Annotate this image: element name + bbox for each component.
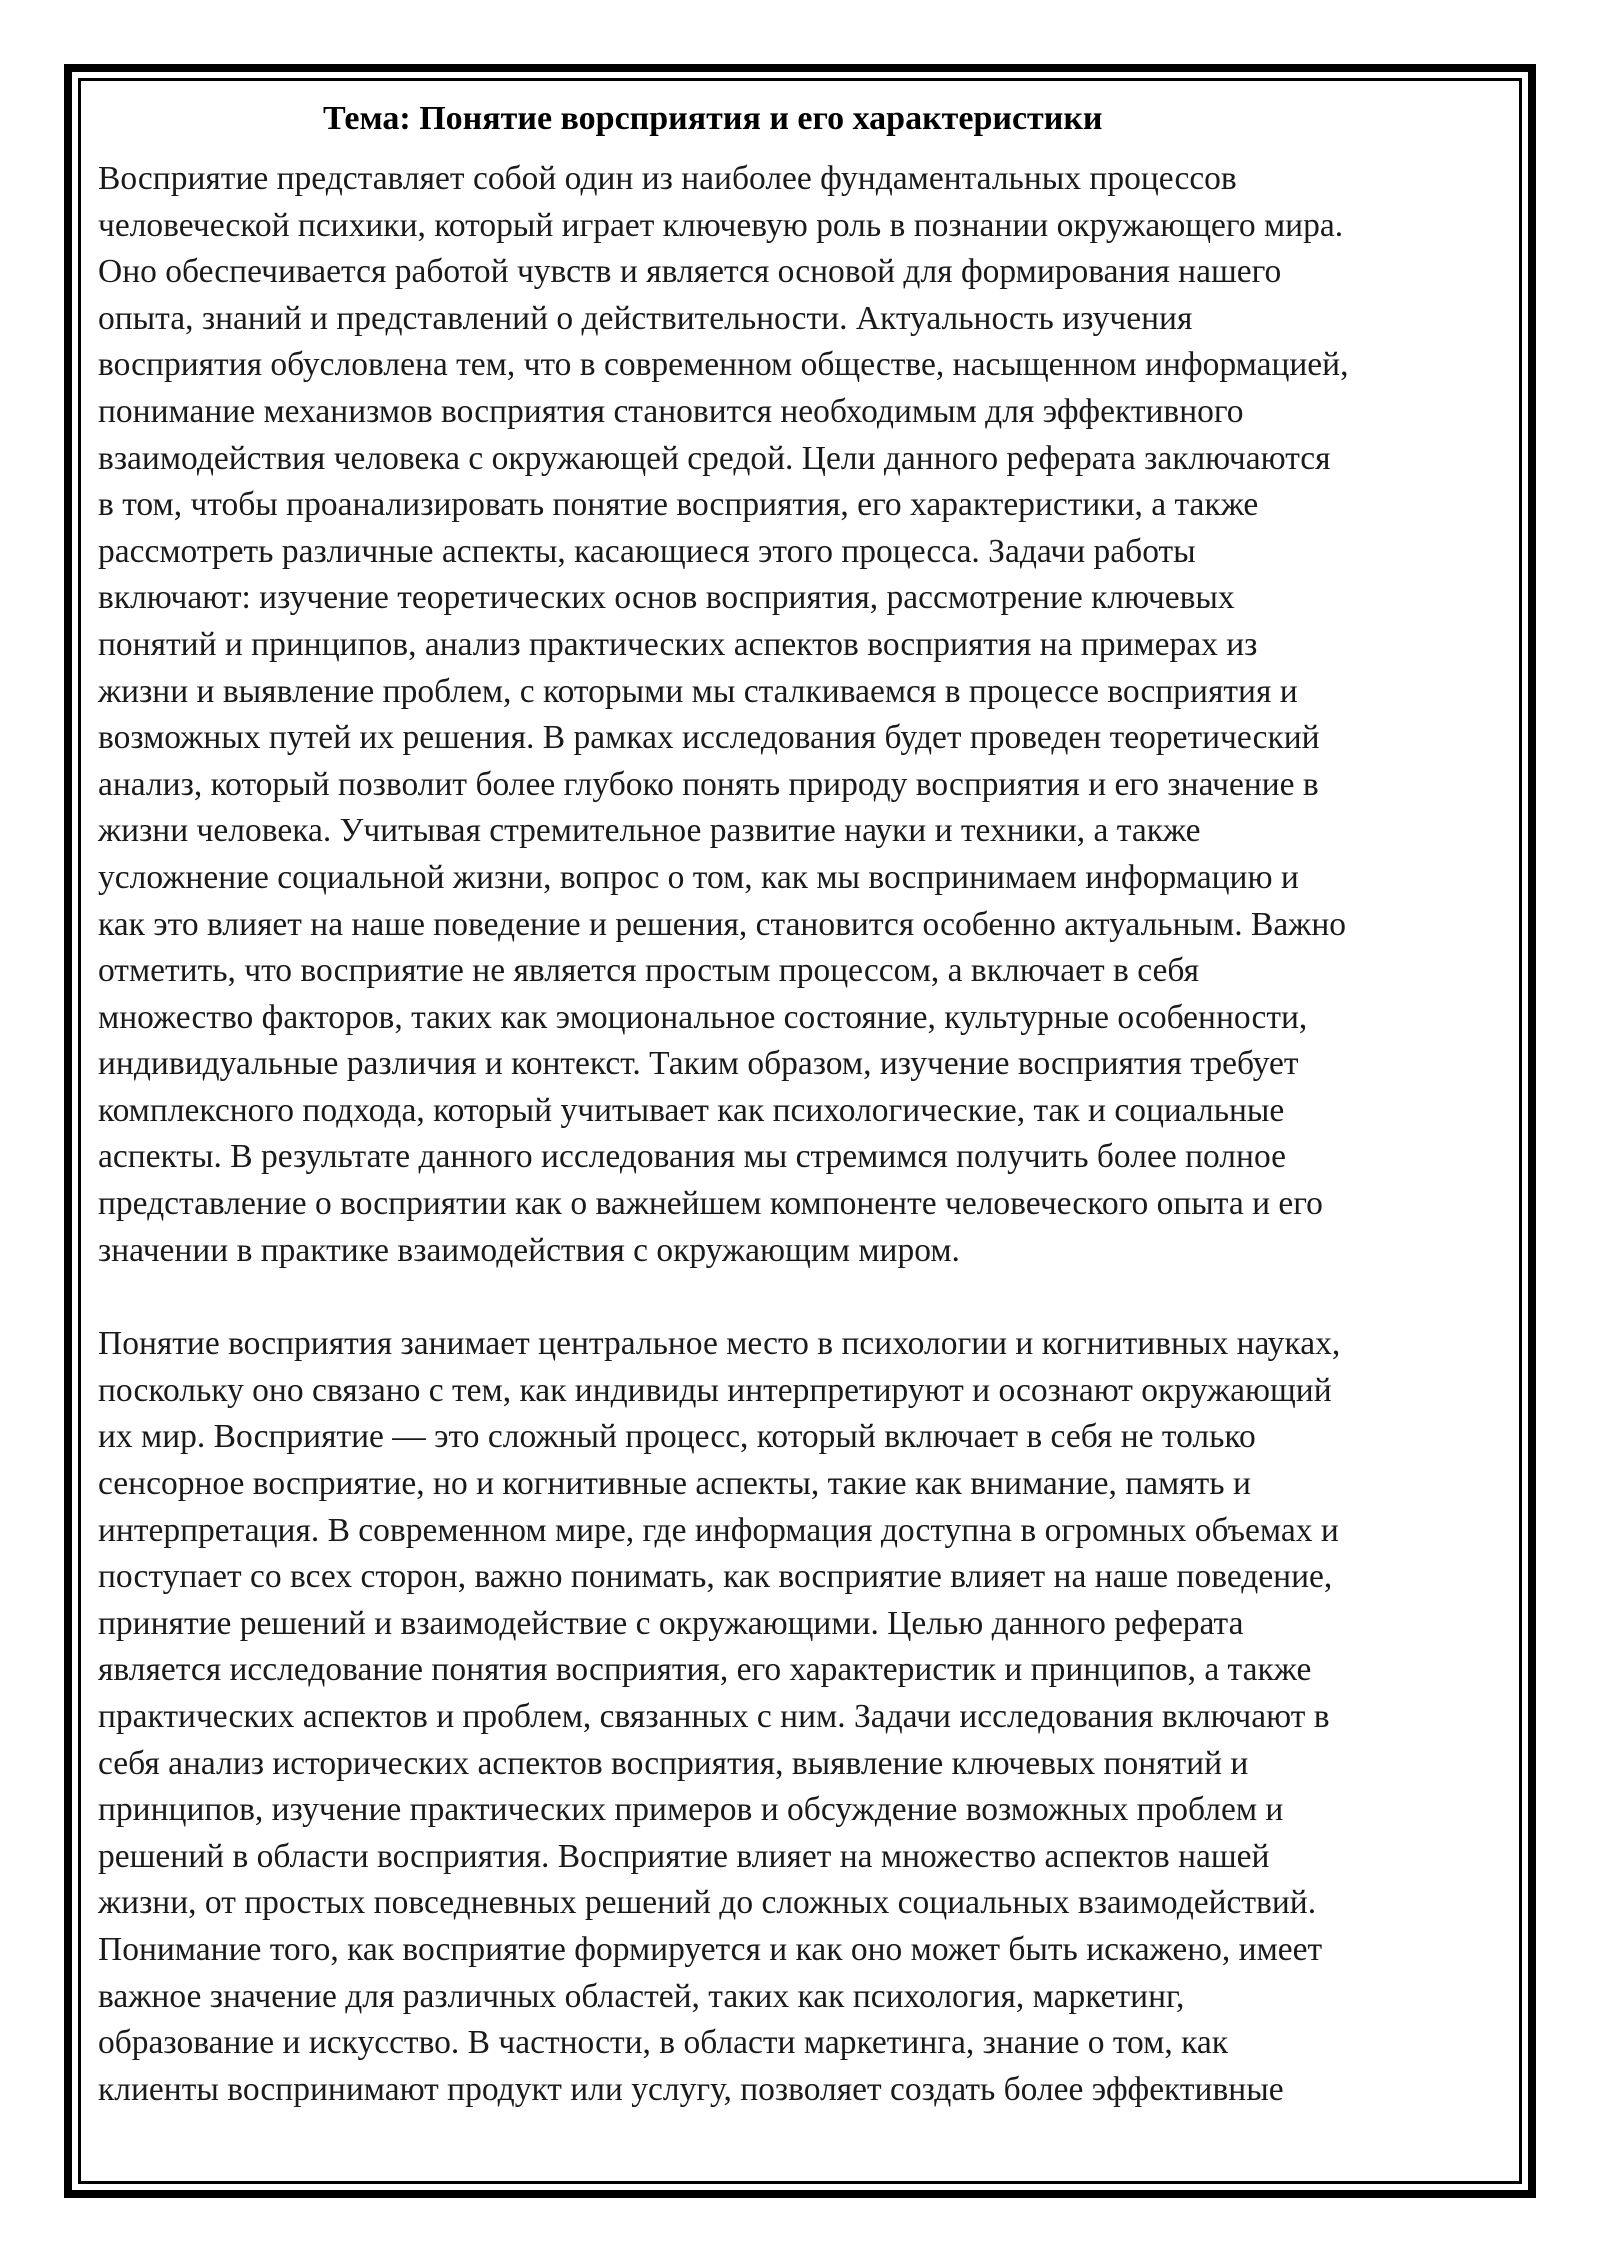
text-line: поступает со всех сторон, важно понимать, как восприятие влияет на наше поведение,	[98, 1558, 1333, 1596]
text-line: принципов, изучение практических примеров и обсуждение возможных проблем и	[98, 1791, 1284, 1829]
text-line: сенсорное восприятие, но и когнитивные аспекты, такие как внимание, память и	[98, 1465, 1251, 1503]
text-line: анализ, который позволит более глубоко понять природу восприятия и его значение в	[98, 765, 1319, 803]
text-line: Понятие восприятия занимает центральное место в психологии и когнитивных науках,	[98, 1325, 1341, 1363]
text-line: как это влияет на наше поведение и решения, становится особенно актуальным. Важно	[98, 905, 1347, 943]
text-line: важное значение для различных областей, таких как психология, маркетинг,	[98, 1977, 1185, 2015]
text-line: их мир. Восприятие — это сложный процесс, который включает в себя не только	[98, 1418, 1256, 1456]
text-line: клиенты воспринимают продукт или услугу, позволяет создать более эффективные	[98, 2070, 1284, 2108]
paragraph-spacer	[98, 1274, 1508, 1321]
text-line: возможных путей их решения. В рамках исследования будет проведен теоретический	[98, 719, 1320, 757]
text-line: аспекты. В результате данного исследования мы стремимся получить более полное	[98, 1138, 1286, 1176]
text-line: множество факторов, таких как эмоциональное состояние, культурные особенности,	[98, 998, 1308, 1036]
text-line: индивидуальные различия и контекст. Таким образом, изучение восприятия требует	[98, 1045, 1299, 1083]
text-line: комплексного подхода, который учитывает как психологические, так и социальные	[98, 1091, 1285, 1129]
text-line: Оно обеспечивается работой чувств и является основой для формирования нашего	[98, 253, 1282, 291]
text-line: отметить, что восприятие не является простым процессом, а включает в себя	[98, 952, 1200, 990]
text-line: жизни, от простых повседневных решений до сложных социальных взаимодействий.	[98, 1884, 1317, 1922]
text-line: жизни человека. Учитывая стремительное развитие науки и техники, а также	[98, 812, 1201, 850]
text-line: в том, чтобы проанализировать понятие восприятия, его характеристики, а также	[98, 486, 1259, 524]
text-line: человеческой психики, который играет ключевую роль в познании окружающего мира.	[98, 206, 1344, 244]
text-line: практических аспектов и проблем, связанных с ним. Задачи исследования включают в	[98, 1698, 1330, 1735]
paragraph-introduction	[98, 156, 1508, 1274]
text-line: поскольку оно связано с тем, как индивиды интерпретируют и осознают окружающий	[98, 1371, 1332, 1409]
text-line: понимание механизмов восприятия становится необходимым для эффективного	[98, 392, 1244, 430]
text-line: является исследование понятия восприятия, его характеристик и принципов, а также	[98, 1651, 1312, 1689]
text-line: значении в практике взаимодействия с окружающим миром.	[98, 1231, 960, 1269]
page-content	[98, 96, 1508, 2113]
text-line: принятие решений и взаимодействие с окружающими. Целью данного реферата	[98, 1604, 1244, 1642]
text-line: Понимание того, как восприятие формируется и как оно может быть искажено, имеет	[98, 1930, 1323, 1968]
text-line: себя анализ исторических аспектов восприятия, выявление ключевых понятий и	[98, 1744, 1249, 1782]
text-line: представление о восприятии как о важнейшем компоненте человеческого опыта и его	[98, 1185, 1323, 1223]
text-line: восприятия обусловлена тем, что в современном обществе, насыщенном информацией,	[98, 346, 1349, 384]
text-line: рассмотреть различные аспекты, касающиеся этого процесса. Задачи работы	[98, 532, 1196, 570]
paragraph-concept	[98, 1321, 1508, 2113]
text-line: жизни и выявление проблем, с которыми мы сталкиваемся в процессе восприятия и	[98, 672, 1298, 710]
text-line: образование и искусство. В частности, в области маркетинга, знание о том, как	[98, 2024, 1229, 2062]
page-title: Тема: Понятие ворсприятия и его характеристики	[323, 100, 1103, 137]
text-line: интерпретация. В современном мире, где информация доступна в огромных объемах и	[98, 1511, 1339, 1549]
text-line: усложнение социальной жизни, вопрос о том, как мы воспринимаем информацию и	[98, 858, 1299, 896]
text-line: включают: изучение теоретических основ восприятия, рассмотрение ключевых	[98, 579, 1235, 617]
text-line: решений в области восприятия. Восприятие влияет на множество аспектов нашей	[98, 1837, 1270, 1875]
text-line: взаимодействия человека с окружающей средой. Цели данного реферата заключаются	[98, 439, 1331, 477]
text-line: опыта, знаний и представлений о действительности. Актуальность изучения	[98, 299, 1193, 337]
text-line: понятий и принципов, анализ практических аспектов восприятия на примерах из	[98, 625, 1258, 663]
text-line: Восприятие представляет собой один из наиболее фундаментальных процессов	[98, 160, 1237, 197]
